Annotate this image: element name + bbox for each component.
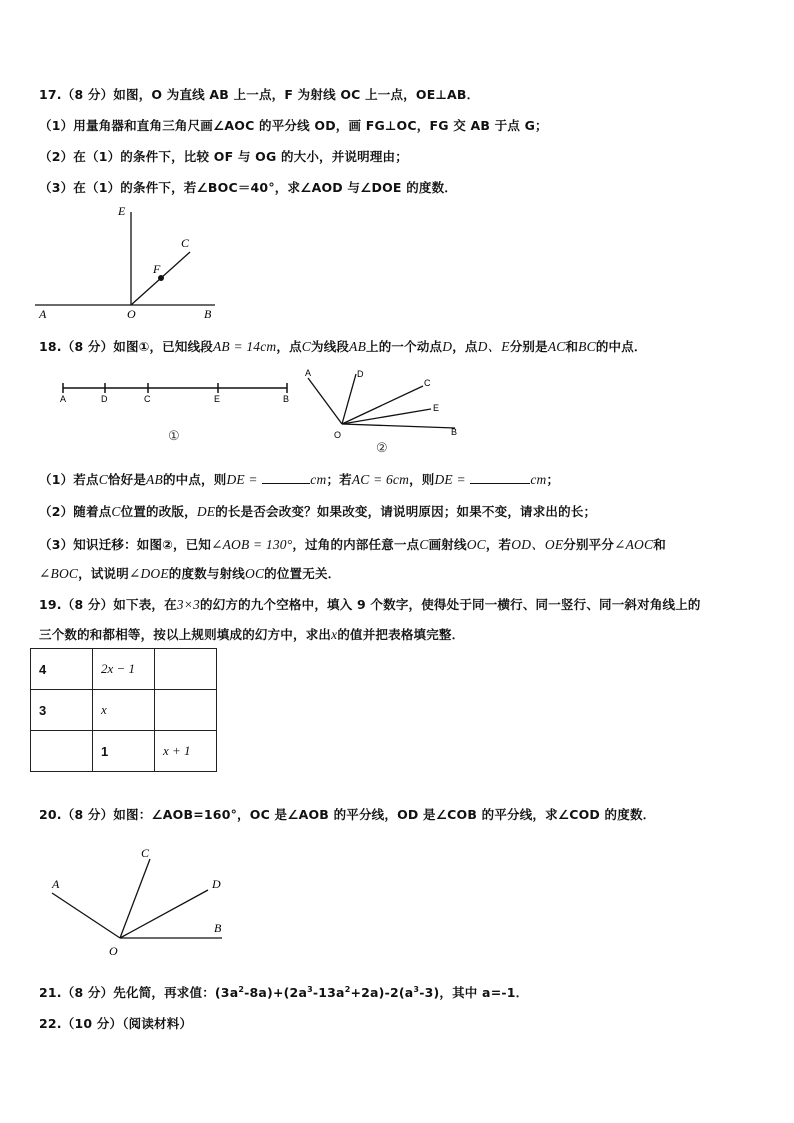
q18-part3: （3）知识迁移：如图②，已知∠AOB = 130°，过角的内部任意一点C画射线OC，若OD、OE分别平分∠AOC和	[39, 537, 666, 552]
table-cell: 4	[31, 649, 93, 690]
table-cell[interactable]	[31, 731, 93, 772]
q19-stem: 19.（8 分）如下表，在3×3的幻方的九个空格中，填入 9 个数字，使得处于同一横行、同一竖行、同一斜对角线上的	[39, 597, 701, 612]
q17-label-E: E	[118, 204, 126, 218]
q18-fig2-label-A: A	[305, 368, 312, 378]
q18-stem: 18.（8 分）如图①，已知线段AB = 14cm，点C为线段AB上的一个动点D，点D、E分别是AC和BC的中点．	[39, 339, 647, 354]
q20-label-C: C	[141, 846, 150, 860]
table-cell: 2x − 1	[93, 649, 155, 690]
q18-figure1	[55, 375, 300, 445]
answer-blank-1[interactable]	[262, 473, 310, 484]
q18-part2: （2）随着点C位置的改版，DE的长是否会改变？如果改变，请说明原因；如果不变，请求出的长；	[39, 504, 597, 519]
q18-fig2-label-D: D	[357, 369, 364, 379]
q18-part1: （1）若点C恰好是AB的中点，则DE = cm；若AC = 6cm，则DE = cm；	[39, 472, 560, 487]
q20-figure	[40, 838, 240, 963]
q20-label-A: A	[52, 877, 60, 891]
q17-label-F: F	[153, 262, 161, 276]
table-cell: 1	[93, 731, 155, 772]
q18-fig2-label-C: C	[424, 378, 431, 388]
table-cell: x + 1	[155, 731, 217, 772]
table-row	[31, 649, 217, 690]
table-row	[31, 731, 217, 772]
q22-stem: 22.（10 分）（阅读材料）	[39, 1016, 193, 1031]
q18-fig1-label-B: B	[283, 394, 290, 404]
q18-figure2	[298, 362, 468, 457]
table-cell: x	[93, 690, 155, 731]
q20-label-D: D	[212, 877, 221, 891]
q17-label-A: A	[39, 307, 47, 321]
magic-square-table	[30, 648, 217, 772]
q17-stem: 17.（8 分）如图，O 为直线 AB 上一点，F 为射线 OC 上一点，OE⊥AB．	[39, 87, 480, 102]
q18-fig1-label-E: E	[214, 394, 221, 404]
table-cell: 3	[31, 690, 93, 731]
q20-label-B: B	[214, 921, 222, 935]
q18-part3-cont: ∠BOC，试说明∠DOE的度数与射线OC的位置无关．	[39, 566, 341, 581]
q18-fig2-label-B: B	[451, 427, 458, 437]
q19-stem-cont: 三个数的和都相等，按以上规则填成的幻方中，求出x的值并把表格填完整．	[39, 627, 465, 642]
table-cell[interactable]	[155, 649, 217, 690]
q18-fig1-label-D: D	[101, 394, 108, 404]
q17-figure	[30, 200, 230, 325]
q20-stem: 20.（8 分）如图：∠AOB=160°，OC 是∠AOB 的平分线，OD 是∠COB 的平分线，求∠COD 的度数．	[39, 807, 656, 822]
q17-label-O: O	[127, 307, 136, 321]
q17-part2: （2）在（1）的条件下，比较 OF 与 OG 的大小，并说明理由；	[39, 149, 408, 164]
q17-label-C: C	[181, 236, 190, 250]
q18-fig2-label-O: O	[334, 430, 342, 440]
answer-blank-2[interactable]	[470, 473, 530, 484]
table-cell[interactable]	[155, 690, 217, 731]
q17-part3: （3）在（1）的条件下，若∠BOC＝40°，求∠AOD 与∠DOE 的度数．	[39, 180, 458, 195]
q18-fig1-label-C: C	[144, 394, 151, 404]
q21-stem: 21.（8 分）先化简，再求值：$(3a^2-8a)+(2a^3-13a^2+2a)-2(a^3-3)$，其中 a=-1．	[39, 984, 529, 1000]
q17-label-B: B	[204, 307, 212, 321]
q18-fig1-caption: ①	[168, 428, 180, 443]
q18-fig2-label-E: E	[433, 403, 440, 413]
table-row	[31, 690, 217, 731]
q17-part1: （1）用量角器和直角三角尺画∠AOC 的平分线 OD，画 FG⊥OC，FG 交 AB 于点 G；	[39, 118, 548, 133]
q18-fig1-label-A: A	[60, 394, 67, 404]
q20-label-O: O	[109, 944, 118, 958]
q18-fig2-caption: ②	[376, 440, 388, 455]
